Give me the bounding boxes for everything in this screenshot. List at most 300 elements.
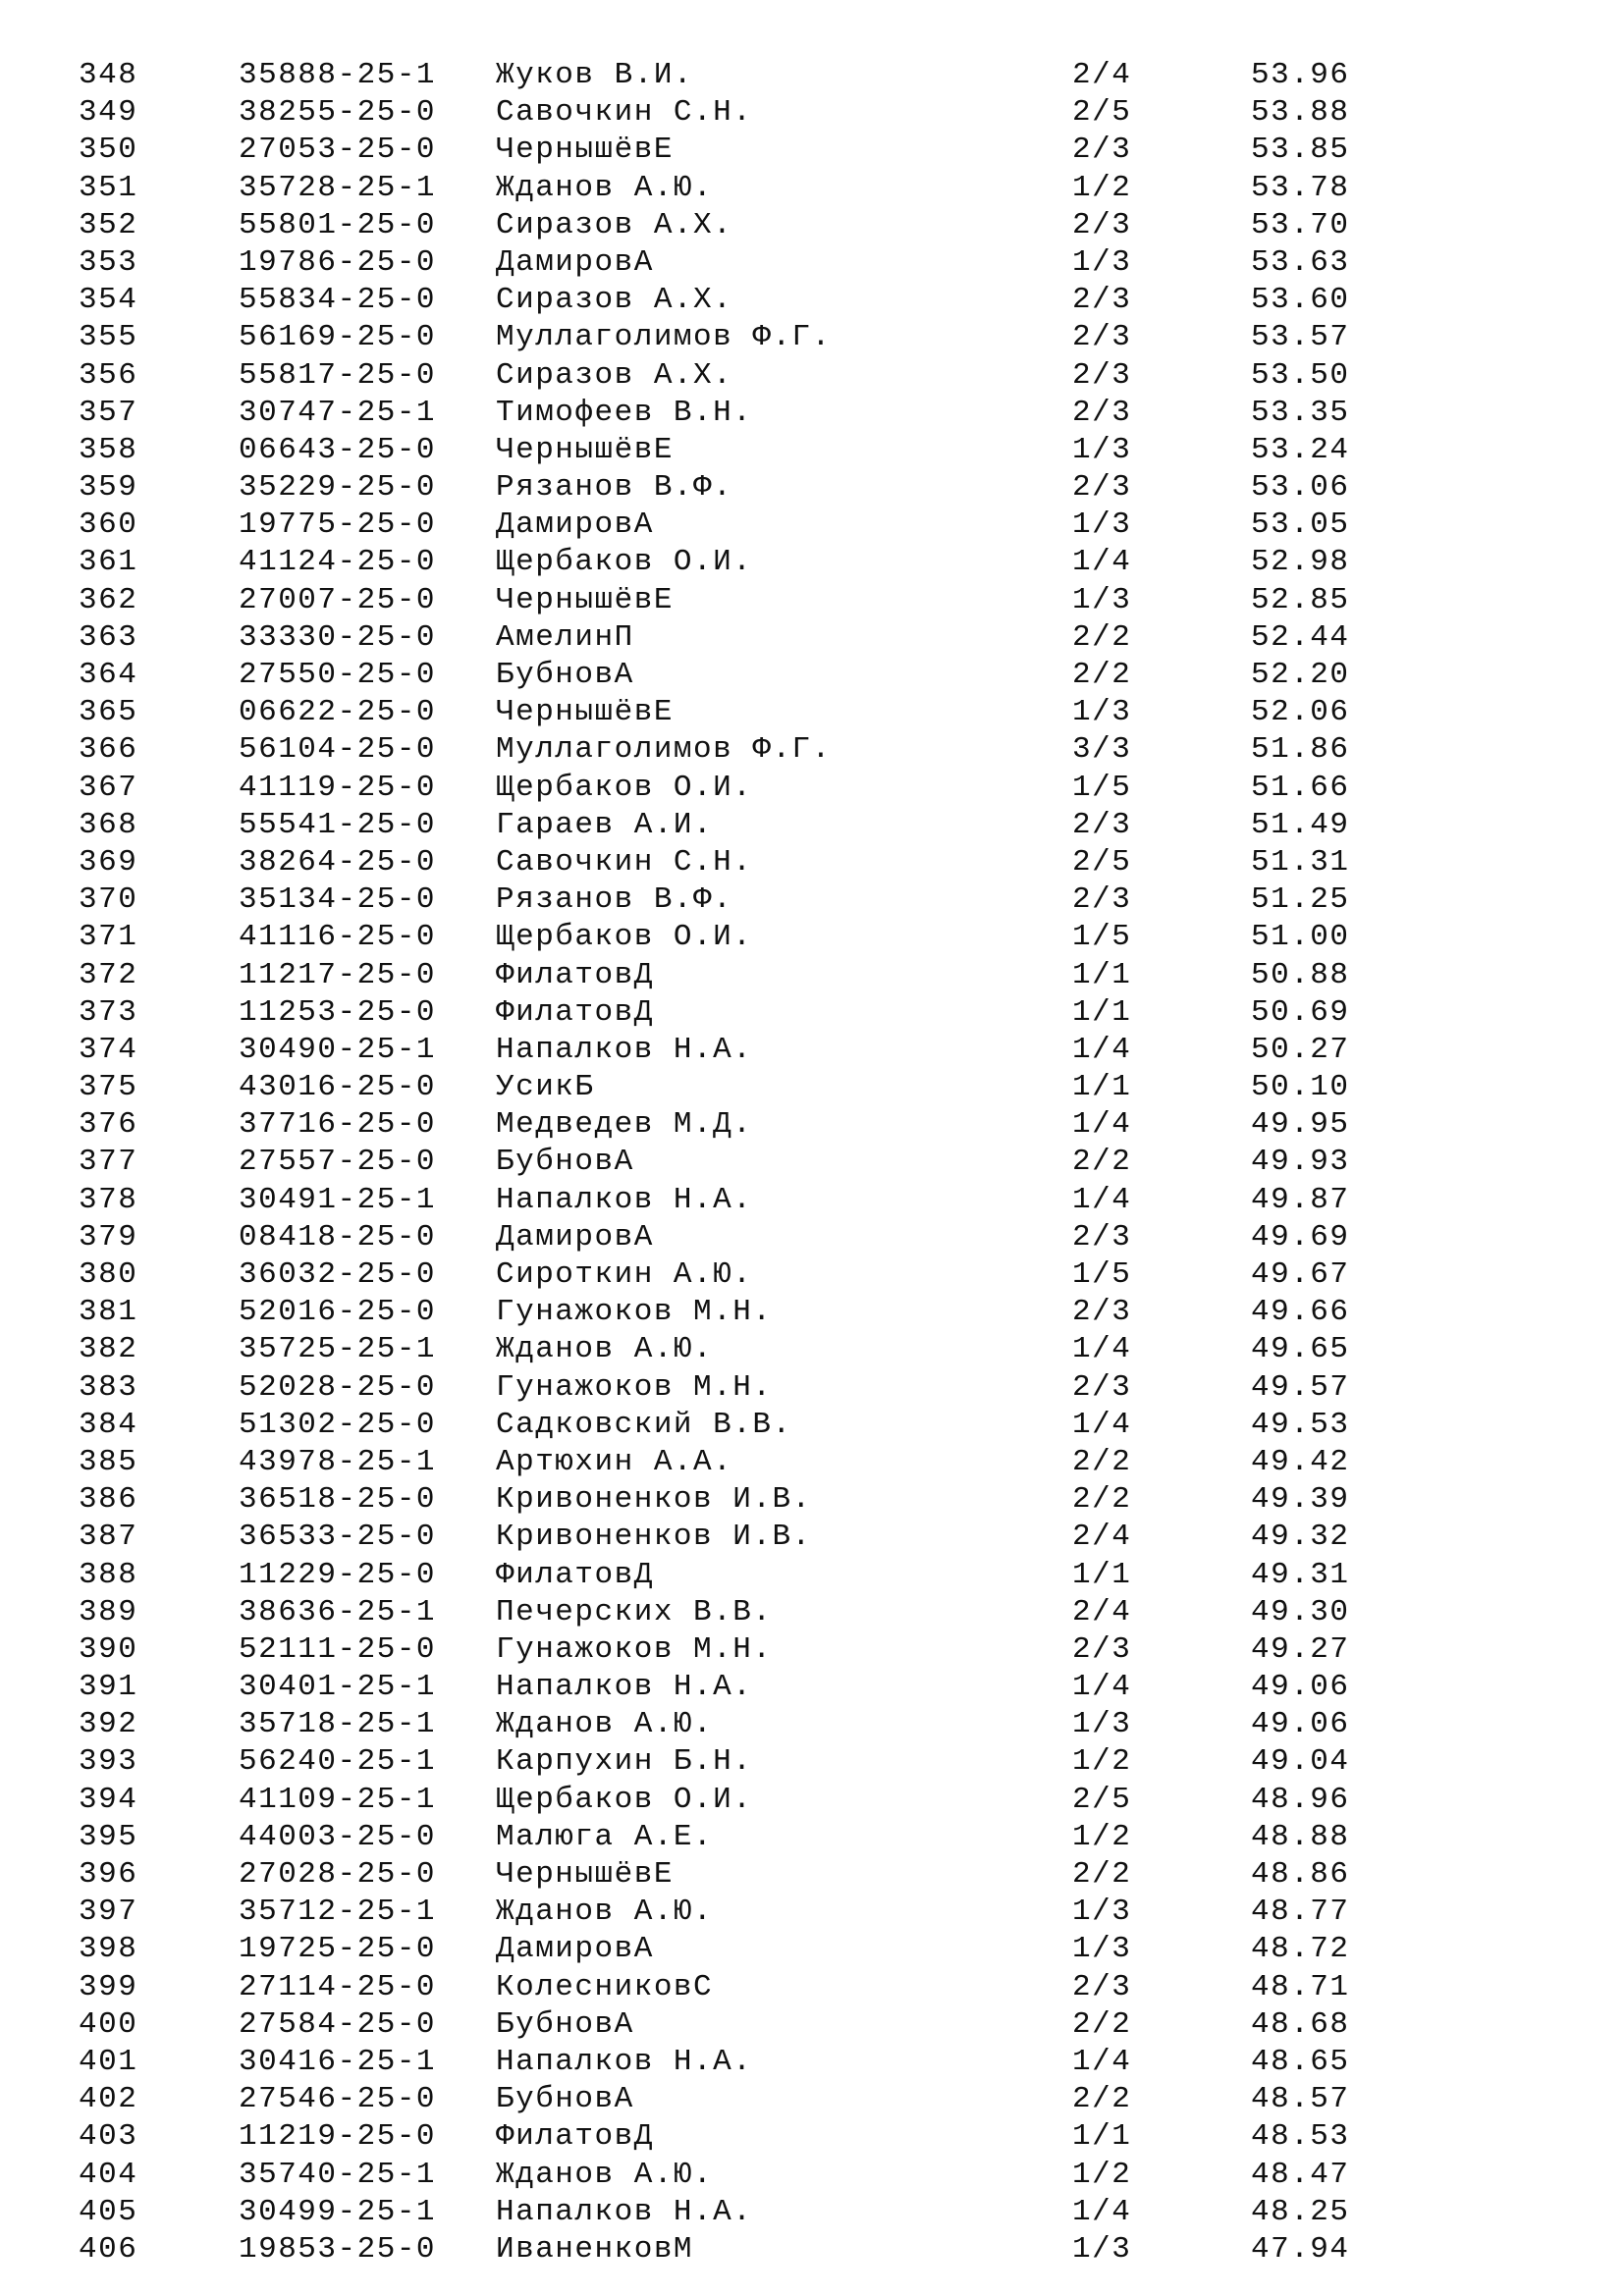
ratio-value: 1/3	[1072, 1932, 1132, 1967]
ratio-value: 1/1	[1072, 1070, 1132, 1105]
entrant-name: БубновА	[496, 2006, 634, 2042]
table-row	[0, 1706, 1624, 1743]
entry-code: 41119-25-0	[239, 770, 437, 805]
score-value: 53.96	[1251, 58, 1350, 92]
score-value: 53.05	[1251, 507, 1350, 543]
ratio-value: 1/2	[1072, 170, 1132, 205]
entry-code: 55817-25-0	[239, 357, 437, 393]
entry-code: 30499-25-1	[239, 2194, 437, 2229]
row-number: 398	[79, 1932, 138, 1967]
table-row	[0, 1743, 1624, 1781]
ratio-value: 2/4	[1072, 1520, 1132, 1555]
table-row	[0, 282, 1624, 319]
table-row	[0, 2231, 1624, 2269]
entrant-name: Медведев М.Д.	[496, 1107, 753, 1143]
entry-code: 27114-25-0	[239, 1969, 437, 2004]
entrant-name: КолесниковС	[496, 1969, 714, 2004]
entry-code: 44003-25-0	[239, 1819, 437, 1854]
row-number: 371	[79, 920, 138, 955]
row-number: 375	[79, 1070, 138, 1105]
entry-code: 19786-25-0	[239, 244, 437, 280]
entry-code: 41116-25-0	[239, 920, 437, 955]
entry-code: 35728-25-1	[239, 170, 437, 205]
ratio-value: 1/4	[1072, 1332, 1132, 1367]
ratio-value: 2/3	[1072, 1969, 1132, 2004]
table-row	[0, 1782, 1624, 1819]
table-row	[0, 1969, 1624, 2006]
score-value: 48.86	[1251, 1857, 1350, 1892]
table-row	[0, 1594, 1624, 1631]
entry-code: 11229-25-0	[239, 1557, 437, 1592]
entrant-name: Печерских В.В.	[496, 1594, 773, 1629]
table-row	[0, 1669, 1624, 1706]
table-row	[0, 244, 1624, 282]
ratio-value: 1/2	[1072, 1819, 1132, 1854]
entrant-name: Гараев А.И.	[496, 807, 714, 842]
entrant-name: УсикБ	[496, 1070, 595, 1105]
table-row	[0, 844, 1624, 881]
ratio-value: 1/5	[1072, 920, 1132, 955]
entry-code: 55834-25-0	[239, 283, 437, 318]
score-value: 48.57	[1251, 2082, 1350, 2117]
row-number: 350	[79, 133, 138, 168]
entry-code: 35725-25-1	[239, 1332, 437, 1367]
entrant-name: Сиразов А.Х.	[496, 207, 733, 242]
entrant-name: БубновА	[496, 658, 634, 692]
entry-code: 36032-25-0	[239, 1257, 437, 1292]
entry-code: 27557-25-0	[239, 1145, 437, 1180]
score-value: 50.88	[1251, 957, 1350, 992]
ratio-value: 2/5	[1072, 1782, 1132, 1817]
entrant-name: ДамировА	[496, 1932, 654, 1967]
entry-code: 55541-25-0	[239, 807, 437, 842]
ratio-value: 2/3	[1072, 133, 1132, 168]
table-row	[0, 731, 1624, 769]
row-number: 374	[79, 1032, 138, 1067]
row-number: 349	[79, 95, 138, 131]
row-number: 373	[79, 994, 138, 1030]
entrant-name: БубновА	[496, 2082, 634, 2117]
score-value: 50.69	[1251, 994, 1350, 1030]
entry-code: 52111-25-0	[239, 1631, 437, 1667]
entrant-name: ФилатовД	[496, 994, 654, 1030]
table-row	[0, 1631, 1624, 1669]
ratio-value: 1/3	[1072, 1895, 1132, 1930]
table-row	[0, 1856, 1624, 1894]
table-row	[0, 1219, 1624, 1256]
entrant-name: ЧернышёвЕ	[496, 1857, 674, 1892]
entrant-name: Тимофеев В.Н.	[496, 395, 753, 430]
entrant-name: ФилатовД	[496, 1557, 654, 1592]
ratio-value: 1/4	[1072, 1670, 1132, 1705]
entrant-name: Напалков Н.А.	[496, 1670, 753, 1705]
score-value: 53.57	[1251, 320, 1350, 355]
table-row	[0, 544, 1624, 581]
entrant-name: Напалков Н.А.	[496, 2044, 753, 2079]
entrant-name: БубновА	[496, 1145, 634, 1180]
row-number: 370	[79, 882, 138, 918]
ratio-value: 1/4	[1072, 2194, 1132, 2229]
score-value: 53.60	[1251, 283, 1350, 318]
row-number: 394	[79, 1782, 138, 1817]
ratio-value: 2/3	[1072, 882, 1132, 918]
entry-code: 35718-25-1	[239, 1707, 437, 1742]
entry-code: 30747-25-1	[239, 395, 437, 430]
entry-code: 19853-25-0	[239, 2231, 437, 2267]
ratio-value: 1/4	[1072, 2044, 1132, 2079]
entry-code: 27584-25-0	[239, 2006, 437, 2042]
row-number: 360	[79, 507, 138, 543]
table-row	[0, 919, 1624, 956]
score-value: 51.49	[1251, 807, 1350, 842]
entrant-name: Кривоненков И.В.	[496, 1520, 812, 1555]
score-value: 49.53	[1251, 1407, 1350, 1442]
table-row	[0, 2081, 1624, 2118]
row-number: 389	[79, 1594, 138, 1629]
table-row	[0, 2118, 1624, 2156]
entry-code: 35134-25-0	[239, 882, 437, 918]
row-number: 392	[79, 1707, 138, 1742]
entrant-name: Кривоненков И.В.	[496, 1482, 812, 1518]
score-value: 48.53	[1251, 2119, 1350, 2155]
entrant-name: Щербаков О.И.	[496, 770, 753, 805]
entrant-name: ЧернышёвЕ	[496, 133, 674, 168]
entry-code: 27550-25-0	[239, 658, 437, 692]
entry-code: 56104-25-0	[239, 732, 437, 768]
ratio-value: 2/3	[1072, 283, 1132, 318]
entry-code: 08418-25-0	[239, 1219, 437, 1255]
entrant-name: Напалков Н.А.	[496, 1032, 753, 1067]
entrant-name: Сиразов А.Х.	[496, 357, 733, 393]
row-number: 387	[79, 1520, 138, 1555]
table-row	[0, 432, 1624, 469]
row-number: 391	[79, 1670, 138, 1705]
entry-code: 11217-25-0	[239, 957, 437, 992]
score-value: 48.65	[1251, 2044, 1350, 2079]
entrant-name: Савочкин С.Н.	[496, 844, 753, 880]
entrant-name: ИваненковМ	[496, 2231, 694, 2267]
row-number: 386	[79, 1482, 138, 1518]
row-number: 404	[79, 2157, 138, 2192]
table-row	[0, 957, 1624, 994]
score-value: 53.06	[1251, 470, 1350, 506]
entry-code: 35740-25-1	[239, 2157, 437, 2192]
row-number: 354	[79, 283, 138, 318]
row-number: 376	[79, 1107, 138, 1143]
score-value: 49.32	[1251, 1520, 1350, 1555]
ratio-value: 1/4	[1072, 1032, 1132, 1067]
ratio-value: 1/3	[1072, 1707, 1132, 1742]
score-value: 53.35	[1251, 395, 1350, 430]
entrant-name: Жданов А.Ю.	[496, 170, 714, 205]
row-number: 380	[79, 1257, 138, 1292]
row-number: 348	[79, 58, 138, 92]
ratio-value: 2/2	[1072, 2006, 1132, 2042]
ratio-value: 1/3	[1072, 695, 1132, 730]
entrant-name: Садковский В.В.	[496, 1407, 792, 1442]
score-value: 49.27	[1251, 1631, 1350, 1667]
ratio-value: 1/3	[1072, 244, 1132, 280]
ratio-value: 1/1	[1072, 2119, 1132, 2155]
entry-code: 30491-25-1	[239, 1182, 437, 1217]
row-number: 400	[79, 2006, 138, 2042]
table-row	[0, 1931, 1624, 1968]
row-number: 361	[79, 545, 138, 580]
entry-code: 06622-25-0	[239, 695, 437, 730]
ratio-value: 1/4	[1072, 1107, 1132, 1143]
entry-code: 55801-25-0	[239, 207, 437, 242]
ratio-value: 1/3	[1072, 507, 1132, 543]
score-value: 49.30	[1251, 1594, 1350, 1629]
row-number: 357	[79, 395, 138, 430]
score-value: 49.93	[1251, 1145, 1350, 1180]
table-row	[0, 1331, 1624, 1368]
table-row	[0, 881, 1624, 919]
entry-code: 35888-25-1	[239, 58, 437, 92]
table-row	[0, 2006, 1624, 2044]
table-row	[0, 1444, 1624, 1481]
ratio-value: 1/5	[1072, 1257, 1132, 1292]
score-value: 49.66	[1251, 1295, 1350, 1330]
row-number: 395	[79, 1819, 138, 1854]
row-number: 402	[79, 2082, 138, 2117]
ratio-value: 2/3	[1072, 1631, 1132, 1667]
row-number: 351	[79, 170, 138, 205]
score-value: 48.96	[1251, 1782, 1350, 1817]
table-row	[0, 1894, 1624, 1931]
score-value: 51.00	[1251, 920, 1350, 955]
score-value: 49.42	[1251, 1444, 1350, 1479]
entrant-name: Жданов А.Ю.	[496, 2157, 714, 2192]
ratio-value: 1/1	[1072, 994, 1132, 1030]
table-row	[0, 1519, 1624, 1556]
ratio-value: 2/3	[1072, 807, 1132, 842]
score-value: 51.86	[1251, 732, 1350, 768]
ratio-value: 2/5	[1072, 95, 1132, 131]
score-value: 48.88	[1251, 1819, 1350, 1854]
ratio-value: 1/2	[1072, 1744, 1132, 1780]
score-value: 50.10	[1251, 1070, 1350, 1105]
score-value: 52.06	[1251, 695, 1350, 730]
ratio-value: 1/3	[1072, 432, 1132, 467]
ratio-value: 1/1	[1072, 1557, 1132, 1592]
ratio-value: 1/4	[1072, 545, 1132, 580]
table-row	[0, 1256, 1624, 1294]
table-row	[0, 694, 1624, 731]
table-row	[0, 770, 1624, 807]
entry-code: 19775-25-0	[239, 507, 437, 543]
score-value: 49.06	[1251, 1670, 1350, 1705]
row-number: 363	[79, 619, 138, 655]
row-number: 365	[79, 695, 138, 730]
row-number: 396	[79, 1857, 138, 1892]
row-number: 384	[79, 1407, 138, 1442]
entrant-name: Гунажоков М.Н.	[496, 1295, 773, 1330]
row-number: 362	[79, 582, 138, 617]
table-row	[0, 395, 1624, 432]
ratio-value: 2/2	[1072, 2082, 1132, 2117]
table-row	[0, 57, 1624, 94]
entry-code: 11253-25-0	[239, 994, 437, 1030]
entrant-name: ЧернышёвЕ	[496, 695, 674, 730]
score-value: 51.25	[1251, 882, 1350, 918]
score-value: 51.66	[1251, 770, 1350, 805]
ratio-value: 2/2	[1072, 1482, 1132, 1518]
entry-code: 11219-25-0	[239, 2119, 437, 2155]
entry-code: 30416-25-1	[239, 2044, 437, 2079]
row-number: 383	[79, 1369, 138, 1405]
entry-code: 41124-25-0	[239, 545, 437, 580]
score-value: 48.72	[1251, 1932, 1350, 1967]
entry-code: 38264-25-0	[239, 844, 437, 880]
row-number: 393	[79, 1744, 138, 1780]
table-row	[0, 1144, 1624, 1181]
row-number: 364	[79, 658, 138, 692]
entry-code: 27053-25-0	[239, 133, 437, 168]
score-value: 49.87	[1251, 1182, 1350, 1217]
entry-code: 19725-25-0	[239, 1932, 437, 1967]
score-value: 53.63	[1251, 244, 1350, 280]
ratio-value: 2/2	[1072, 1857, 1132, 1892]
ratio-value: 2/3	[1072, 1369, 1132, 1405]
score-value: 47.94	[1251, 2231, 1350, 2267]
score-value: 49.31	[1251, 1557, 1350, 1592]
entrant-name: АмелинП	[496, 619, 634, 655]
ratio-value: 2/3	[1072, 470, 1132, 506]
row-number: 358	[79, 432, 138, 467]
table-row	[0, 1069, 1624, 1106]
entrant-name: Щербаков О.И.	[496, 920, 753, 955]
ratio-value: 2/2	[1072, 1444, 1132, 1479]
score-value: 49.39	[1251, 1482, 1350, 1518]
ratio-value: 2/3	[1072, 357, 1132, 393]
ratio-value: 2/2	[1072, 658, 1132, 692]
score-value: 48.71	[1251, 1969, 1350, 2004]
row-number: 403	[79, 2119, 138, 2155]
score-value: 53.88	[1251, 95, 1350, 131]
score-value: 48.25	[1251, 2194, 1350, 2229]
table-row	[0, 619, 1624, 657]
entrant-name: ФилатовД	[496, 957, 654, 992]
score-value: 53.50	[1251, 357, 1350, 393]
ratio-value: 1/4	[1072, 1182, 1132, 1217]
entry-code: 41109-25-1	[239, 1782, 437, 1817]
row-number: 366	[79, 732, 138, 768]
row-number: 388	[79, 1557, 138, 1592]
table-row	[0, 657, 1624, 694]
entry-code: 30490-25-1	[239, 1032, 437, 1067]
entrant-name: Жданов А.Ю.	[496, 1707, 714, 1742]
entry-code: 35229-25-0	[239, 470, 437, 506]
table-row	[0, 1819, 1624, 1856]
ratio-value: 2/2	[1072, 1145, 1132, 1180]
entrant-name: Карпухин Б.Н.	[496, 1744, 753, 1780]
ratio-value: 2/3	[1072, 395, 1132, 430]
row-number: 385	[79, 1444, 138, 1479]
entrant-name: Рязанов В.Ф.	[496, 470, 733, 506]
score-value: 53.78	[1251, 170, 1350, 205]
score-value: 52.44	[1251, 619, 1350, 655]
entry-code: 56169-25-0	[239, 320, 437, 355]
row-number: 355	[79, 320, 138, 355]
entrant-name: ЧернышёвЕ	[496, 582, 674, 617]
ratio-value: 3/3	[1072, 732, 1132, 768]
entry-code: 38636-25-1	[239, 1594, 437, 1629]
score-value: 48.77	[1251, 1895, 1350, 1930]
row-number: 369	[79, 844, 138, 880]
table-row	[0, 357, 1624, 395]
table-row	[0, 2194, 1624, 2231]
score-value: 48.47	[1251, 2157, 1350, 2192]
ratio-value: 1/2	[1072, 2157, 1132, 2192]
score-value: 49.04	[1251, 1744, 1350, 1780]
table-row	[0, 132, 1624, 169]
row-number: 401	[79, 2044, 138, 2079]
row-number: 399	[79, 1969, 138, 2004]
row-number: 359	[79, 470, 138, 506]
entry-code: 43978-25-1	[239, 1444, 437, 1479]
table-row	[0, 2157, 1624, 2194]
entrant-name: Напалков Н.А.	[496, 2194, 753, 2229]
score-value: 49.57	[1251, 1369, 1350, 1405]
table-row	[0, 807, 1624, 844]
score-value: 53.85	[1251, 133, 1350, 168]
entrant-name: Гунажоков М.Н.	[496, 1369, 773, 1405]
row-number: 378	[79, 1182, 138, 1217]
entrant-name: Жданов А.Ю.	[496, 1332, 714, 1367]
entrant-name: Артюхин А.А.	[496, 1444, 733, 1479]
entry-code: 51302-25-0	[239, 1407, 437, 1442]
row-number: 368	[79, 807, 138, 842]
table-row	[0, 582, 1624, 619]
table-row	[0, 1106, 1624, 1144]
score-value: 53.24	[1251, 432, 1350, 467]
ratio-value: 2/3	[1072, 207, 1132, 242]
row-number: 377	[79, 1145, 138, 1180]
score-value: 52.85	[1251, 582, 1350, 617]
ratio-value: 2/3	[1072, 1219, 1132, 1255]
score-value: 52.98	[1251, 545, 1350, 580]
entry-code: 43016-25-0	[239, 1070, 437, 1105]
ratio-value: 1/3	[1072, 582, 1132, 617]
entry-code: 35712-25-1	[239, 1895, 437, 1930]
table-row	[0, 1294, 1624, 1331]
table-row	[0, 994, 1624, 1032]
row-number: 367	[79, 770, 138, 805]
entry-code: 36518-25-0	[239, 1482, 437, 1518]
ratio-value: 2/4	[1072, 58, 1132, 92]
entry-code: 06643-25-0	[239, 432, 437, 467]
score-value: 48.68	[1251, 2006, 1350, 2042]
ratio-value: 1/5	[1072, 770, 1132, 805]
entrant-name: Сироткин А.Ю.	[496, 1257, 753, 1292]
table-row	[0, 319, 1624, 356]
entry-code: 37716-25-0	[239, 1107, 437, 1143]
table-row	[0, 1481, 1624, 1519]
entrant-name: Щербаков О.И.	[496, 1782, 753, 1817]
entrant-name: ФилатовД	[496, 2119, 654, 2155]
table-row	[0, 2044, 1624, 2081]
entry-code: 56240-25-1	[239, 1744, 437, 1780]
entrant-name: Малюга А.Е.	[496, 1819, 714, 1854]
row-number: 397	[79, 1895, 138, 1930]
row-number: 356	[79, 357, 138, 393]
results-table	[0, 57, 1624, 2269]
entry-code: 27028-25-0	[239, 1857, 437, 1892]
score-value: 49.06	[1251, 1707, 1350, 1742]
table-row	[0, 1557, 1624, 1594]
score-value: 52.20	[1251, 658, 1350, 692]
